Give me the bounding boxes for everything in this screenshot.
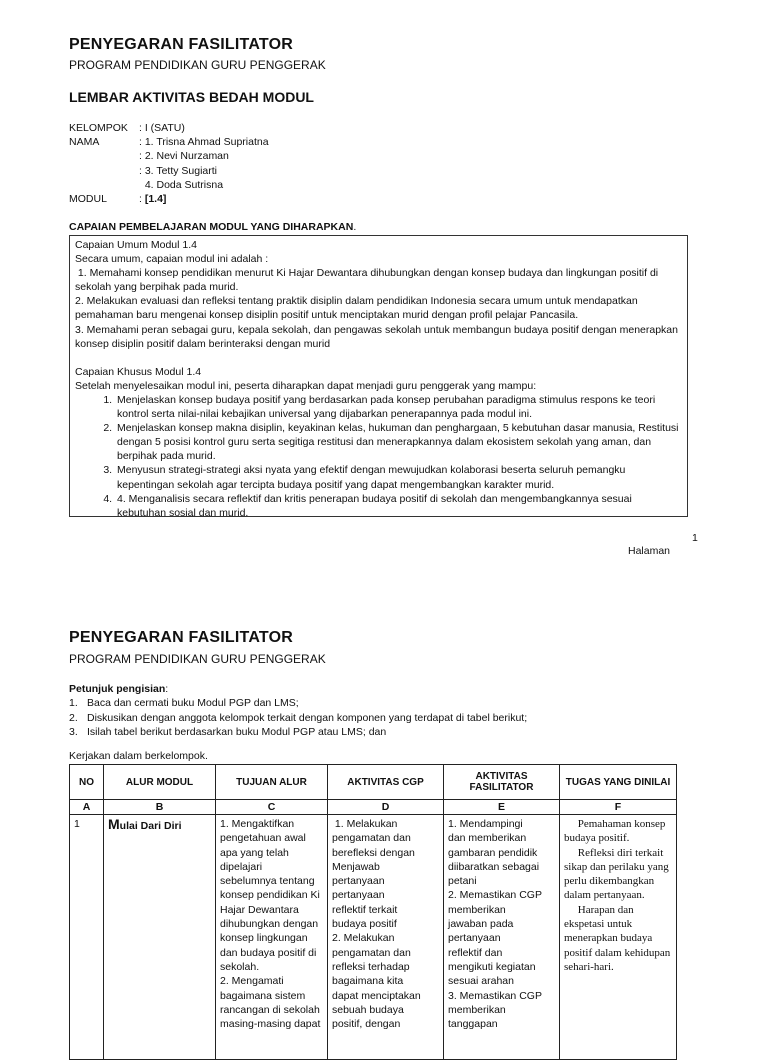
- cell-line: 1. Mengaktifkan: [220, 818, 295, 830]
- nama-row: [69, 164, 269, 178]
- table-row: [70, 815, 677, 1060]
- nama-label: NAMA: [69, 136, 100, 149]
- sheet-title: LEMBAR AKTIVITAS BEDAH MODUL: [69, 89, 314, 105]
- document-page-2: [0, 572, 768, 1031]
- cell-line: memberikan: [448, 903, 506, 916]
- cell-line: Hajar Dewantara: [220, 903, 299, 916]
- capaian-umum-item: 2. Melakukan evaluasi dan refleksi tentang praktik disiplin dalam pendidikan Indonesia secara umum untuk mendapatkan pemahaman baru mengenai konsep disiplin positif untuk menciptakan murid dengan profil pelajar Pancasila.: [75, 295, 638, 322]
- col-letter: B: [104, 800, 216, 815]
- page-number: 1: [692, 532, 698, 544]
- capaian-khusus-title: Capaian Khusus Modul 1.4: [75, 365, 202, 378]
- cell-line: sebelumnya tentang: [220, 875, 315, 888]
- capaian-khusus-item: 4. 4. Menganalisis secara reflektif dan kritis penerapan budaya positif di sekolah dan mengembangkannya sesuai kebutuhan sosial dan murid.: [115, 492, 682, 520]
- cell-line: 3. Memastikan CGP: [448, 989, 542, 1002]
- cell-line: menerapkan budaya: [564, 932, 653, 945]
- col-header-aktivitas-cgp: AKTIVITAS CGP: [328, 765, 444, 800]
- activity-table: [69, 764, 677, 1060]
- capaian-box: [69, 235, 688, 517]
- cell-line: dan budaya positif di: [220, 946, 317, 959]
- col-header-alur-modul: ALUR MODUL: [104, 765, 216, 800]
- cell-line: pertanyaan: [332, 875, 385, 888]
- cell-line: dipelajari: [220, 860, 263, 873]
- col-header-tugas: TUGAS YANG DINILAI: [560, 765, 677, 800]
- member-name: : 2. Nevi Nurzaman: [139, 150, 229, 163]
- cell-line: mengikuti kegiatan: [448, 960, 536, 973]
- cell-line: apa yang telah: [220, 846, 289, 859]
- cell-line: 2. Memastikan CGP: [448, 889, 542, 902]
- cell-line: pertanyaan: [448, 932, 501, 945]
- header-title: PENYEGARAN FASILITATOR: [69, 629, 293, 646]
- col-letter: E: [444, 800, 560, 815]
- cell-line: 1. Melakukan: [332, 818, 398, 830]
- cell-line: 2. Melakukan: [332, 932, 395, 945]
- cell-line: sikap dan perilaku yang: [564, 860, 669, 873]
- petunjuk-item: 1. Baca dan cermati buku Modul PGP dan LMS;: [69, 697, 299, 710]
- kerjakan-note: Kerjakan dalam berkelompok.: [69, 750, 208, 762]
- modul-row: [69, 192, 269, 206]
- group-info: [69, 121, 269, 206]
- cell-line: dapat menciptakan: [332, 989, 421, 1002]
- cell-line: perlu dikembangkan: [564, 875, 655, 888]
- member-name: 4. Doda Sutrisna: [139, 178, 224, 191]
- cell-line: berefleksi dengan: [332, 846, 415, 859]
- cell-line: sehari-hari.: [564, 960, 614, 973]
- capaian-umum-item: 3. Memahami peran sebagai guru, kepala sekolah, dan pengawas sekolah untuk membangun budaya positif dengan menerapkan konsep disiplin positif dalam berinteraksi dengan murid: [75, 323, 678, 350]
- cell-line: petani: [448, 875, 477, 888]
- cell-line: 1. Mendampingi: [448, 818, 523, 830]
- cell-line: sekolah.: [220, 960, 260, 973]
- col-letter: F: [560, 800, 677, 815]
- modul-value-wrap: : [1.4]: [139, 193, 167, 206]
- member-name: : 3. Tetty Sugiarti: [139, 164, 218, 177]
- petunjuk-item: 2. Diskusikan dengan anggota kelompok terkait dengan komponen yang terdapat di tabel berikut;: [69, 711, 528, 724]
- table-header-row: [70, 765, 677, 800]
- row-aktivitas-fasilitator: [444, 815, 560, 1060]
- header-subtitle: PROGRAM PENDIDIKAN GURU PENGGERAK: [69, 58, 326, 72]
- nama-row: [69, 149, 269, 163]
- row-aktivitas-cgp: [328, 815, 444, 1060]
- cell-line: dalam pertanyaan.: [564, 889, 645, 902]
- cell-line: konsep lingkungan: [220, 932, 308, 945]
- capaian-khusus-item: 3. Menyusun strategi-strategi aksi nyata yang efektif dengan mewujudkan kolaborasi beserta seluruh pemangku kepentingan sekolah agar tercipta budaya positif yang dapat mengembangkan karakter murid.: [115, 463, 682, 491]
- cell-line: sesuai arahan: [448, 975, 514, 988]
- member-name: : 1. Trisna Ahmad Supriatna: [139, 136, 269, 149]
- cell-line: positif dalam kehidupan: [564, 946, 671, 959]
- cell-line: refleksi terhadap: [332, 960, 410, 973]
- cell-line: memberikan: [448, 1003, 506, 1016]
- cell-line: Menjawab: [332, 860, 380, 873]
- page-label: Halaman: [628, 545, 671, 557]
- cell-line: reflektif dan: [448, 946, 503, 959]
- kelompok-value: : I (SATU): [139, 122, 185, 134]
- capaian-khusus-item: 1. Menjelaskan konsep budaya positif yang berdasarkan pada konsep perubahan paradigma stimulus respons ke teori kontrol serta nilai-nilai kebajikan universal yang dijabarkan penerapannya pada modul ini.: [115, 393, 682, 421]
- col-letter: A: [70, 800, 104, 815]
- cell-line: gambaran pendidik: [448, 846, 538, 859]
- cell-line: rancangan di sekolah: [220, 1003, 320, 1016]
- row-no: 1: [70, 815, 104, 1060]
- cell-line: bagaimana sistem: [220, 989, 306, 1002]
- cell-line: pengamatan dan: [332, 946, 411, 959]
- nama-row: [69, 135, 269, 149]
- capaian-umum-intro: Secara umum, capaian modul ini adalah :: [75, 253, 269, 266]
- kelompok-label: KELOMPOK: [69, 122, 128, 134]
- row-alur-modul: Mulai Dari Diri: [104, 815, 216, 1060]
- cell-line: pertanyaan: [332, 889, 385, 902]
- petunjuk-heading: Petunjuk pengisian:: [69, 683, 169, 695]
- petunjuk-section: [69, 682, 527, 740]
- capaian-khusus-intro: Setelah menyelesaikan modul ini, peserta diharapkan dapat menjadi guru penggerak yang mampu:: [75, 379, 537, 392]
- col-letter: C: [216, 800, 328, 815]
- cell-line: bagaimana kita: [332, 975, 404, 988]
- cell-line: Pemahaman konsep: [564, 818, 666, 830]
- col-header-no: NO: [70, 765, 104, 800]
- cell-line: pengamatan dan: [332, 832, 411, 845]
- table-letter-row: [70, 800, 677, 815]
- cell-line: budaya positif: [332, 918, 397, 931]
- cell-line: positif, dengan: [332, 1018, 401, 1031]
- capaian-khusus-list: [75, 393, 682, 520]
- cell-line: ekspetasi untuk: [564, 918, 633, 931]
- cell-line: diibaratkan sebagai: [448, 860, 540, 873]
- modul-value: [1.4]: [144, 193, 167, 206]
- nama-row: [69, 178, 269, 192]
- row-tujuan-alur: [216, 815, 328, 1060]
- cell-line: sebuah budaya: [332, 1003, 404, 1016]
- cell-line: tanggapan: [448, 1018, 498, 1031]
- header-subtitle: PROGRAM PENDIDIKAN GURU PENGGERAK: [69, 652, 326, 666]
- petunjuk-item: 3. Isilah tabel berikut berdasarkan buku Modul PGP atau LMS; dan: [69, 726, 387, 739]
- cell-line: reflektif terkait: [332, 903, 398, 916]
- col-letter: D: [328, 800, 444, 815]
- capaian-heading: CAPAIAN PEMBELAJARAN MODUL YANG DIHARAPKAN.: [69, 221, 357, 233]
- cell-line: 2. Mengamati: [220, 975, 284, 988]
- kelompok-row: [69, 121, 269, 135]
- modul-label: MODUL: [69, 193, 107, 206]
- cell-line: Refleksi diri terkait: [564, 846, 664, 859]
- cell-line: dan memberikan: [448, 832, 527, 845]
- capaian-khusus-item: 2. Menjelaskan konsep makna disiplin, keyakinan kelas, hukuman dan penghargaan, 5 kebutuhan dasar manusia, Restitusi dengan 5 posisi kontrol guru serta segitiga restitusi dan menerapkannya dalam ekosistem sekolah yang aman, dan berpihak pada murid.: [115, 421, 682, 463]
- cell-line: masing-masing dapat: [220, 1018, 321, 1031]
- cell-line: pengetahuan awal: [220, 832, 306, 845]
- cell-line: Harapan dan: [564, 903, 634, 916]
- col-header-aktivitas-fasilitator: AKTIVITAS FASILITATOR: [444, 765, 560, 800]
- capaian-umum-title: Capaian Umum Modul 1.4: [75, 239, 197, 251]
- cell-line: budaya positif.: [564, 832, 630, 845]
- cell-line: konsep pendidikan Ki: [220, 889, 320, 902]
- row-tugas: [560, 815, 677, 1060]
- cell-line: jawaban pada: [448, 918, 514, 931]
- header-title: PENYEGARAN FASILITATOR: [69, 36, 293, 53]
- cell-line: dihubungkan dengan: [220, 918, 319, 931]
- capaian-umum-item: 1. Memahami konsep pendidikan menurut Ki Hajar Dewantara dihubungkan dengan konsep budaya dan lingkungan positif di sekolah yang berpihak pada murid.: [75, 267, 662, 294]
- petunjuk-list: [69, 696, 527, 739]
- col-header-tujuan-alur: TUJUAN ALUR: [216, 765, 328, 800]
